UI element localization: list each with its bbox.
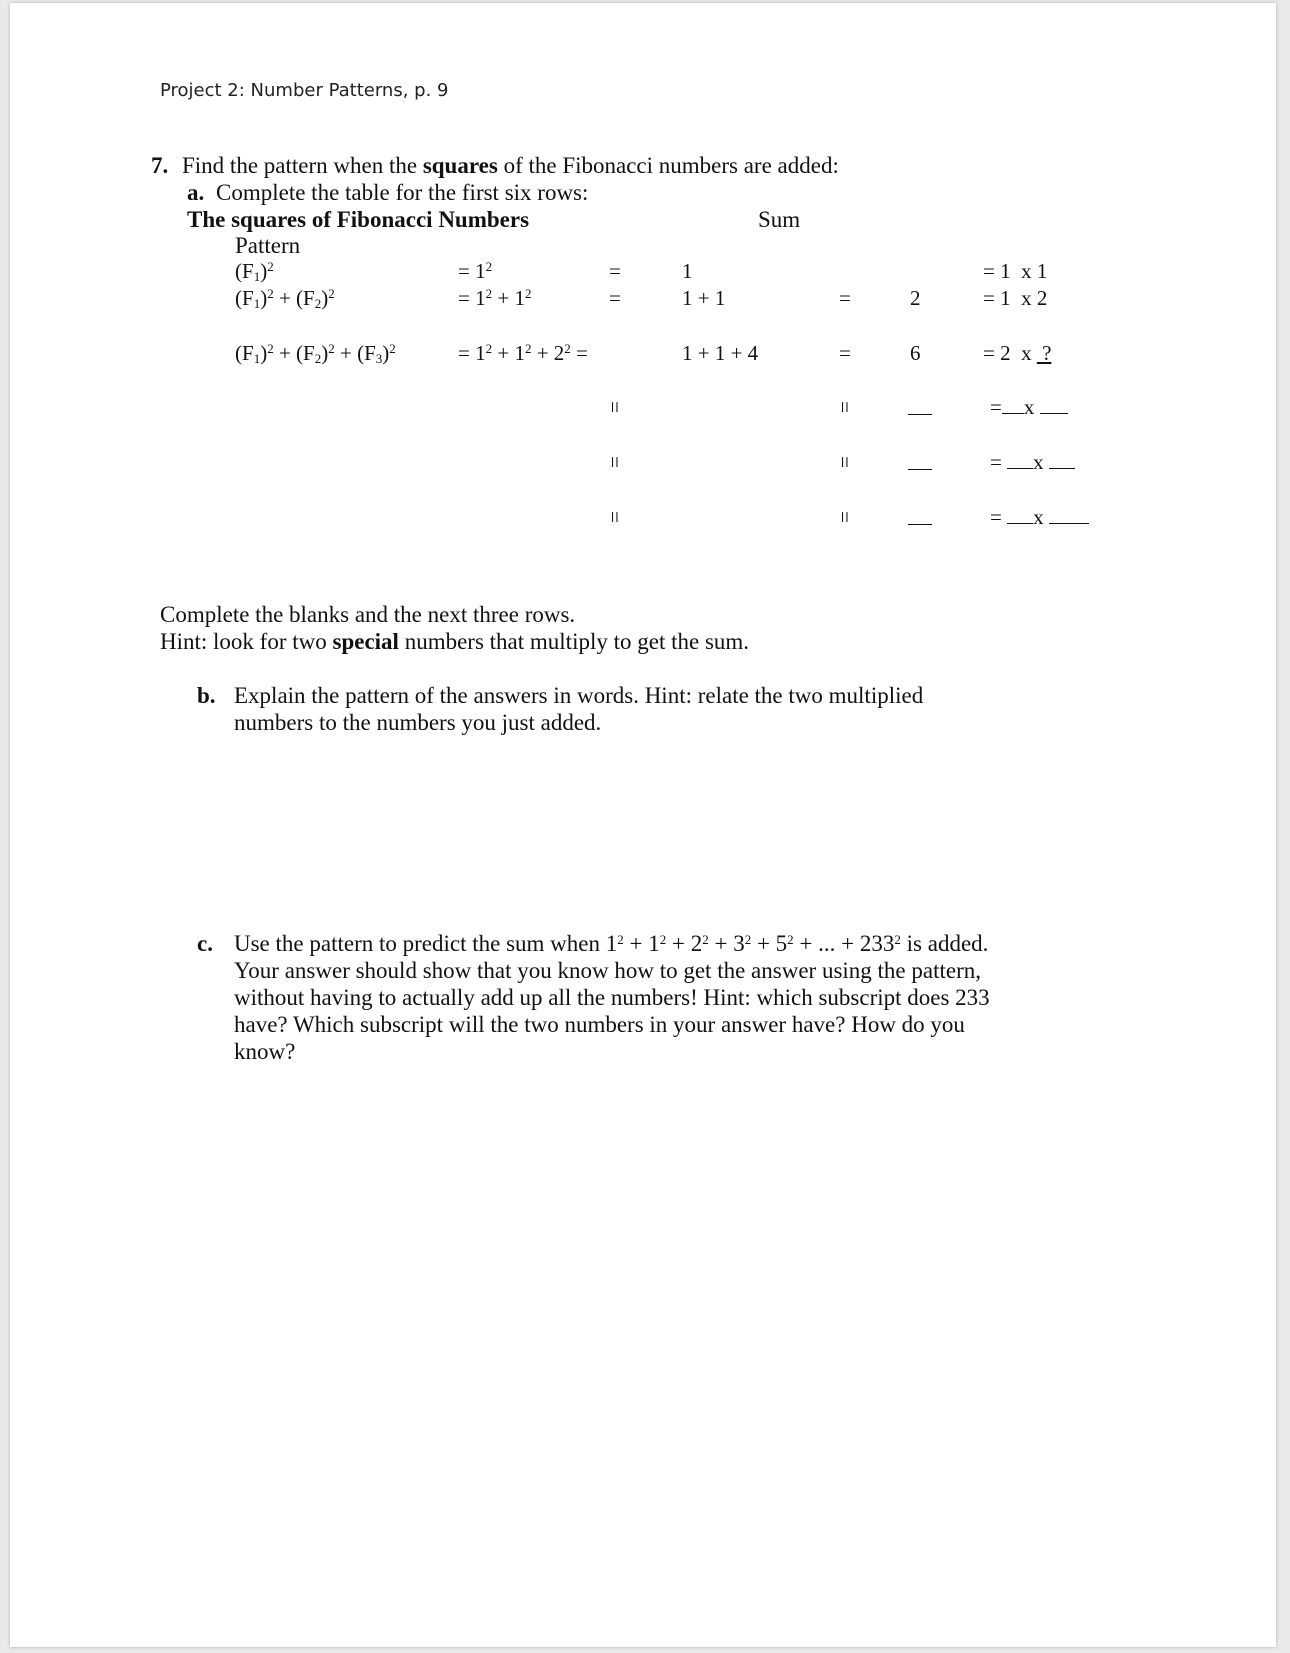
row3-unknown: ?	[1042, 341, 1052, 365]
row5-equals-1: =	[602, 456, 627, 468]
row4-equals-2: =	[832, 401, 857, 413]
row1-squares: = $1^2$	[458, 259, 493, 283]
part-b-line1: Explain the pattern of the answers in words. Hint: relate the two multiplied	[234, 683, 924, 708]
row4-total-blank[interactable]	[908, 396, 932, 419]
row2-squares: = $1^2 + 1^2$	[458, 286, 532, 310]
part-c-line2: Your answer should show that you know how to get the answer using the pattern,	[234, 958, 981, 983]
part-a: a. Complete the table for the first six rows:	[187, 180, 589, 205]
table-title: The squares of Fibonacci Numbers	[187, 207, 530, 232]
row2-pattern: $(F_1)^2 + (F_2)^2$	[235, 286, 335, 311]
row1-product: = 1 x 1	[983, 259, 1048, 283]
row1-equals: =	[609, 259, 621, 283]
page-header: Project 2: Number Patterns, p. 9	[160, 80, 449, 101]
part-c-label: c.	[197, 931, 213, 956]
row3-sum-expr: 1 + 1 + 4	[682, 341, 759, 365]
question-7: 7. Find the pattern when the squares of the Fibonacci numbers are added:	[151, 153, 839, 178]
row1-pattern: $(F_1)^2$	[235, 259, 274, 284]
row4-equals-1: =	[602, 401, 627, 413]
part-c-line1: Use the pattern to predict the sum when $1^2 + 1^2 + 2^2 + 3^2 + 5^2$ + ... + $233^2$ is added.	[234, 931, 989, 956]
row3-equals-2: =	[839, 341, 851, 365]
row1-sum-expr: 1	[682, 259, 693, 283]
pattern-header: Pattern	[235, 233, 301, 258]
part-b-line2: numbers to the numbers you just added.	[234, 710, 602, 735]
part-b-label: b.	[197, 683, 216, 708]
question-number: 7.	[151, 153, 169, 178]
row4-product-blank[interactable]: = x	[990, 395, 1068, 419]
keyword-special: special	[332, 629, 399, 654]
row3-squares: = $1^2 + 1^2 + 2^2$ =	[458, 341, 588, 365]
hint-line: Hint: look for two special numbers that multiply to get the sum.	[160, 629, 750, 654]
row5-product-blank[interactable]: = x	[990, 450, 1075, 474]
row6-total-blank[interactable]	[908, 506, 932, 529]
part-c-line3: without having to actually add up all the numbers! Hint: which subscript does 233	[234, 985, 990, 1010]
row5-total-blank[interactable]	[908, 451, 932, 474]
row2-equals-2: =	[839, 286, 851, 310]
row2-product: = 1 x 2	[983, 286, 1048, 310]
row2-total: 2	[910, 286, 921, 310]
row2-sum-expr: 1 + 1	[682, 286, 726, 310]
document-page	[10, 3, 1276, 1647]
row5-equals-2: =	[832, 456, 857, 468]
part-c-line4: have? Which subscript will the two numbers in your answer have? How do you	[234, 1012, 965, 1037]
row6-equals-2: =	[832, 511, 857, 523]
row6-product-blank[interactable]: = x	[990, 505, 1089, 529]
part-a-label: a.	[187, 180, 205, 205]
instruction-line: Complete the blanks and the next three rows.	[160, 602, 576, 627]
part-c-line5: know?	[234, 1039, 296, 1064]
sum-header: Sum	[758, 207, 801, 232]
keyword-squares: squares	[422, 153, 498, 178]
row3-total: 6	[910, 341, 921, 365]
row6-equals-1: =	[602, 511, 627, 523]
row2-equals: =	[609, 286, 621, 310]
row3-product: = 2 x ?	[983, 341, 1052, 365]
row3-pattern: $(F_1)^2 + (F_2)^2 + (F_3)^2$	[235, 341, 396, 366]
